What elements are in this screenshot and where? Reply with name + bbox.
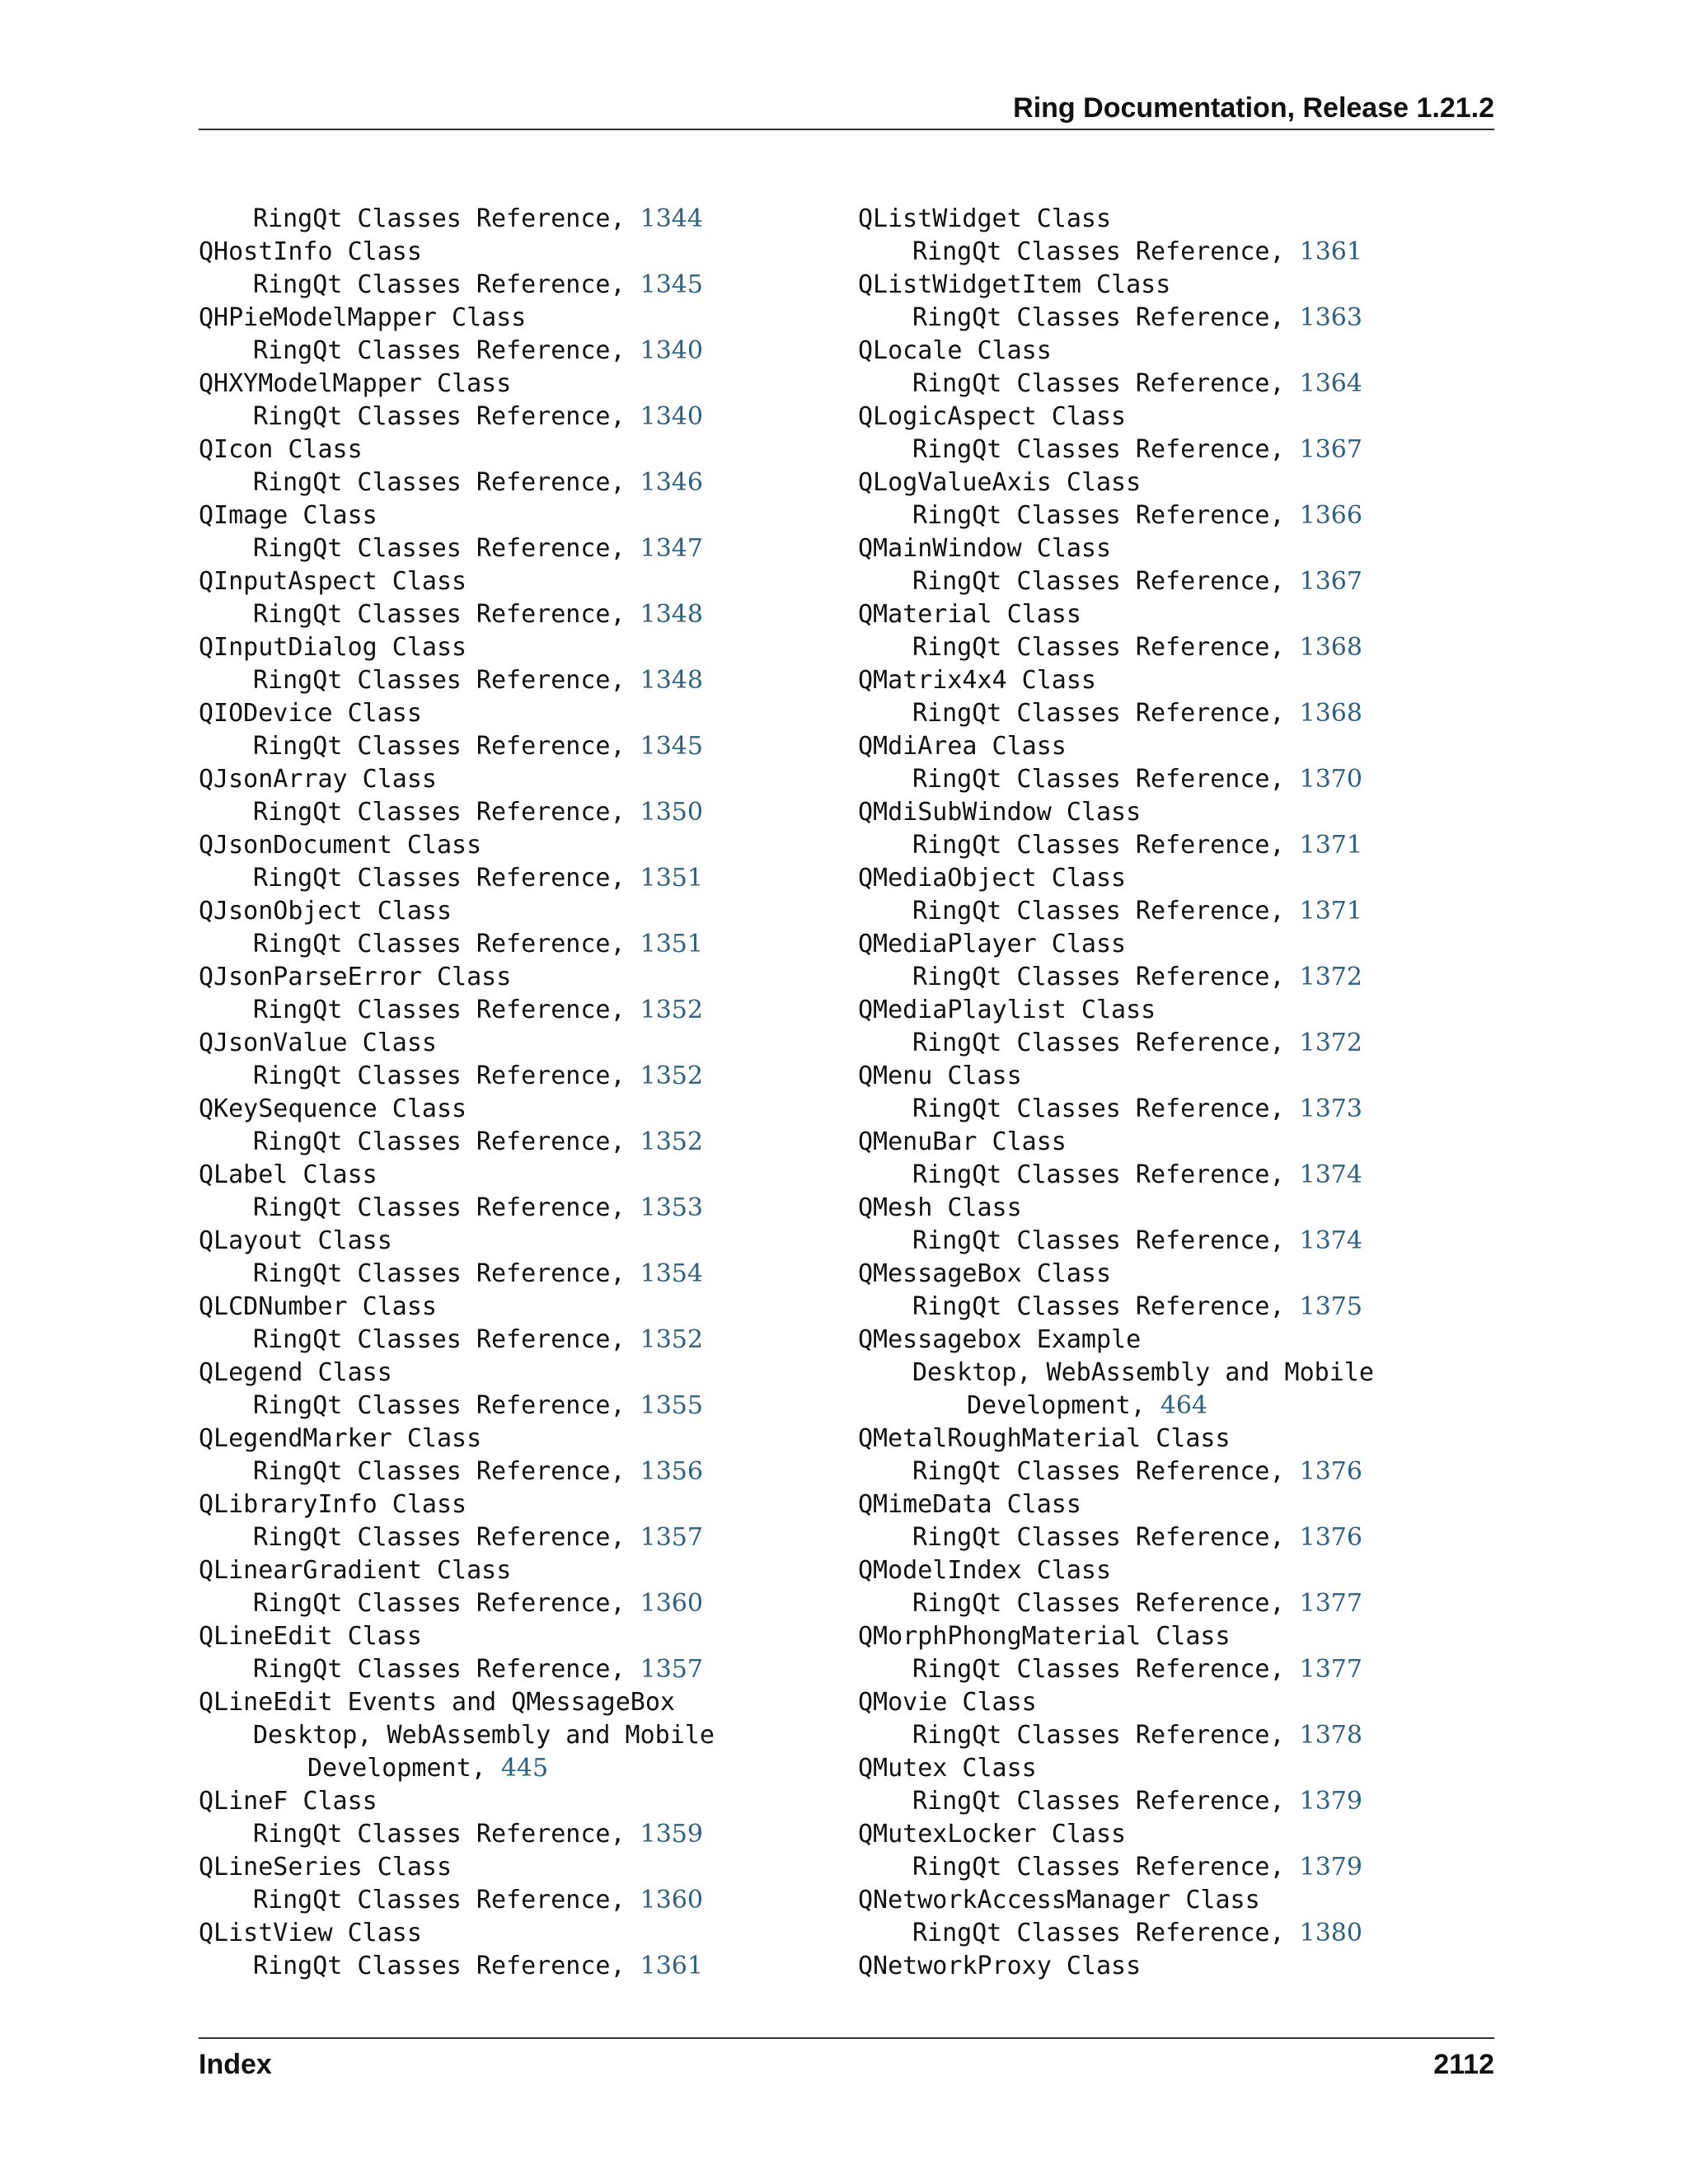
page-link[interactable]: 1373 bbox=[1299, 1094, 1362, 1123]
entry-text: QLayout Class bbox=[199, 1226, 392, 1255]
index-term bbox=[858, 928, 1484, 961]
index-subentry bbox=[199, 1719, 825, 1752]
page-link[interactable]: 1376 bbox=[1299, 1457, 1362, 1486]
entry-text: RingQt Classes Reference, bbox=[253, 1589, 640, 1618]
index-term bbox=[199, 565, 825, 598]
index-term bbox=[858, 532, 1484, 565]
entry-text: RingQt Classes Reference, bbox=[253, 204, 640, 233]
index-term bbox=[199, 1554, 825, 1587]
index-subentry bbox=[199, 1521, 825, 1554]
index-term bbox=[199, 368, 825, 401]
index-subentry bbox=[858, 1027, 1484, 1060]
page-link[interactable]: 1374 bbox=[1299, 1226, 1362, 1255]
page-link[interactable]: 1379 bbox=[1299, 1787, 1362, 1816]
entry-text: QKeySequence Class bbox=[199, 1094, 467, 1123]
index-term bbox=[199, 1620, 825, 1653]
index-subentry bbox=[858, 1225, 1484, 1258]
entry-text: Desktop, WebAssembly and Mobile bbox=[253, 1721, 715, 1750]
entry-text: RingQt Classes Reference, bbox=[253, 402, 640, 431]
index-subentry bbox=[199, 1653, 825, 1686]
index-subentry bbox=[858, 1653, 1484, 1686]
entry-text: RingQt Classes Reference, bbox=[912, 1721, 1300, 1750]
entry-text: QMdiSubWindow Class bbox=[858, 798, 1142, 827]
index-subentry bbox=[858, 1291, 1484, 1324]
index-subentry bbox=[858, 302, 1484, 335]
entry-text: RingQt Classes Reference, bbox=[912, 897, 1300, 926]
page-link[interactable]: 1357 bbox=[640, 1523, 703, 1552]
entry-text: Development, bbox=[967, 1391, 1160, 1420]
index-term bbox=[858, 466, 1484, 499]
index-subentry bbox=[858, 236, 1484, 269]
entry-text: QModelIndex Class bbox=[858, 1556, 1112, 1585]
entry-text: QJsonValue Class bbox=[199, 1029, 437, 1057]
entry-text: RingQt Classes Reference, bbox=[912, 1292, 1300, 1321]
page-link[interactable]: 1368 bbox=[1299, 633, 1362, 662]
entry-text: QMutexLocker Class bbox=[858, 1820, 1127, 1849]
entry-text: RingQt Classes Reference, bbox=[253, 1193, 640, 1222]
entry-text: RingQt Classes Reference, bbox=[912, 699, 1300, 728]
entry-text: Development, bbox=[307, 1754, 501, 1783]
footer-page-number: 2112 bbox=[1433, 2049, 1494, 2080]
entry-text: RingQt Classes Reference, bbox=[912, 1029, 1300, 1057]
index-term bbox=[858, 1818, 1484, 1851]
index-subentry bbox=[199, 335, 825, 368]
index-term bbox=[199, 1225, 825, 1258]
header-title: Ring Documentation, Release 1.21.2 bbox=[1013, 92, 1494, 124]
index-subentry bbox=[199, 1324, 825, 1357]
page-link[interactable]: 445 bbox=[500, 1754, 549, 1783]
entry-text: RingQt Classes Reference, bbox=[253, 1062, 640, 1090]
entry-text: QInputDialog Class bbox=[199, 633, 467, 662]
page-link[interactable]: 1372 bbox=[1299, 1029, 1362, 1057]
entry-text: QLogValueAxis Class bbox=[858, 468, 1142, 497]
page-link[interactable]: 1355 bbox=[640, 1391, 703, 1420]
entry-text: QLineF Class bbox=[199, 1787, 377, 1816]
entry-text: QMediaPlayer Class bbox=[858, 930, 1127, 958]
entry-text: RingQt Classes Reference, bbox=[912, 1160, 1300, 1189]
index-subentry bbox=[858, 829, 1484, 862]
entry-text: RingQt Classes Reference, bbox=[253, 732, 640, 761]
index-subentry bbox=[858, 1851, 1484, 1884]
index-subentry bbox=[199, 796, 825, 829]
footer-rule bbox=[199, 2037, 1494, 2039]
page-link[interactable]: 1371 bbox=[1299, 831, 1362, 860]
entry-text: QInputAspect Class bbox=[199, 567, 467, 596]
entry-text: QHPieModelMapper Class bbox=[199, 303, 527, 332]
index-term bbox=[858, 862, 1484, 895]
index-term bbox=[199, 763, 825, 796]
entry-text: QMessageBox Class bbox=[858, 1259, 1112, 1288]
entry-text: QImage Class bbox=[199, 501, 377, 530]
entry-text: RingQt Classes Reference, bbox=[912, 237, 1300, 266]
entry-text: RingQt Classes Reference, bbox=[253, 1259, 640, 1288]
entry-text: RingQt Classes Reference, bbox=[253, 270, 640, 299]
entry-text: QMatrix4x4 Class bbox=[858, 666, 1096, 695]
entry-text: QLineEdit Class bbox=[199, 1622, 422, 1651]
index-column-right bbox=[858, 203, 1484, 1983]
entry-text: QLineSeries Class bbox=[199, 1853, 452, 1882]
page-link[interactable]: 1345 bbox=[640, 270, 703, 299]
entry-text: QLocale Class bbox=[858, 336, 1052, 365]
entry-text: RingQt Classes Reference, bbox=[912, 1226, 1300, 1255]
entry-text: RingQt Classes Reference, bbox=[912, 1457, 1300, 1486]
entry-text: QMetalRoughMaterial Class bbox=[858, 1424, 1231, 1453]
page-link[interactable]: 1366 bbox=[1299, 501, 1362, 530]
entry-text: QMaterial Class bbox=[858, 600, 1081, 629]
page-link[interactable]: 1356 bbox=[640, 1457, 703, 1486]
index-term bbox=[858, 1884, 1484, 1917]
page-link[interactable]: 1351 bbox=[640, 930, 703, 958]
entry-text: RingQt Classes Reference, bbox=[253, 600, 640, 629]
index-term bbox=[858, 664, 1484, 697]
entry-text: QIODevice Class bbox=[199, 699, 422, 728]
entry-text: RingQt Classes Reference, bbox=[912, 435, 1300, 464]
page-link[interactable]: 1350 bbox=[640, 798, 703, 827]
entry-text: QMutex Class bbox=[858, 1754, 1037, 1783]
entry-text: QMovie Class bbox=[858, 1688, 1037, 1717]
page-link[interactable]: 1340 bbox=[640, 402, 703, 431]
index-term bbox=[858, 203, 1484, 236]
index-term bbox=[858, 1192, 1484, 1225]
entry-text: QHXYModelMapper Class bbox=[199, 369, 512, 398]
index-subentry bbox=[858, 434, 1484, 466]
index-term bbox=[858, 335, 1484, 368]
entry-text: QLegend Class bbox=[199, 1358, 392, 1387]
index-subentry bbox=[199, 1884, 825, 1917]
index-term bbox=[199, 1093, 825, 1126]
entry-text: QJsonDocument Class bbox=[199, 831, 482, 860]
index-term bbox=[858, 1060, 1484, 1093]
entry-text: RingQt Classes Reference, bbox=[912, 1589, 1300, 1618]
index-subentry bbox=[858, 1455, 1484, 1488]
entry-text: QListView Class bbox=[199, 1919, 422, 1947]
index-subentry bbox=[858, 697, 1484, 730]
page-link[interactable]: 1361 bbox=[640, 1952, 703, 1980]
index-term bbox=[858, 994, 1484, 1027]
index-term bbox=[858, 1488, 1484, 1521]
entry-text: RingQt Classes Reference, bbox=[253, 534, 640, 563]
page-link[interactable]: 1351 bbox=[640, 864, 703, 893]
page-link[interactable]: 1344 bbox=[640, 204, 703, 233]
index-subentry bbox=[858, 368, 1484, 401]
entry-text: RingQt Classes Reference, bbox=[912, 1523, 1300, 1552]
page-link[interactable]: 1346 bbox=[640, 468, 703, 497]
entry-text: QLogicAspect Class bbox=[858, 402, 1127, 431]
entry-text: RingQt Classes Reference, bbox=[912, 369, 1300, 398]
entry-text: RingQt Classes Reference, bbox=[253, 1886, 640, 1915]
index-subentry bbox=[858, 1521, 1484, 1554]
page-link[interactable]: 1370 bbox=[1299, 765, 1362, 794]
index-term bbox=[858, 1620, 1484, 1653]
index-term bbox=[199, 1291, 825, 1324]
page-link[interactable]: 1353 bbox=[640, 1193, 703, 1222]
page-link[interactable]: 1348 bbox=[640, 666, 703, 695]
entry-text: QNetworkProxy Class bbox=[858, 1952, 1142, 1980]
index-term bbox=[858, 1752, 1484, 1785]
page-link[interactable]: 1376 bbox=[1299, 1523, 1362, 1552]
index-term bbox=[858, 1422, 1484, 1455]
index-subentry bbox=[199, 1818, 825, 1851]
entry-text: RingQt Classes Reference, bbox=[253, 864, 640, 893]
index-subentry bbox=[858, 1917, 1484, 1950]
page-header bbox=[199, 87, 1494, 130]
entry-text: RingQt Classes Reference, bbox=[912, 1094, 1300, 1123]
entry-text: QMenu Class bbox=[858, 1062, 1022, 1090]
page-link[interactable]: 1380 bbox=[1299, 1919, 1362, 1947]
index-subentry bbox=[199, 598, 825, 631]
entry-text: RingQt Classes Reference, bbox=[912, 633, 1300, 662]
index-subentry bbox=[858, 1719, 1484, 1752]
entry-text: Desktop, WebAssembly and Mobile bbox=[912, 1358, 1374, 1387]
index-subentry bbox=[199, 532, 825, 565]
page-footer bbox=[199, 2037, 1494, 2087]
page-link[interactable]: 1378 bbox=[1299, 1721, 1362, 1750]
entry-text: QMorphPhongMaterial Class bbox=[858, 1622, 1231, 1651]
page-link[interactable]: 1352 bbox=[640, 1062, 703, 1090]
page-link[interactable]: 1375 bbox=[1299, 1292, 1362, 1321]
entry-text: RingQt Classes Reference, bbox=[253, 798, 640, 827]
index-term bbox=[858, 1554, 1484, 1587]
entry-text: QMediaPlaylist Class bbox=[858, 996, 1156, 1024]
index-term bbox=[858, 598, 1484, 631]
index-subentry bbox=[858, 565, 1484, 598]
index-subentry bbox=[199, 1258, 825, 1291]
index-subentry bbox=[858, 961, 1484, 994]
index-term bbox=[199, 697, 825, 730]
entry-text: RingQt Classes Reference, bbox=[912, 567, 1300, 596]
entry-text: QMessagebox Example bbox=[858, 1325, 1142, 1354]
index-term bbox=[199, 1159, 825, 1192]
entry-text: RingQt Classes Reference, bbox=[253, 1325, 640, 1354]
page-link[interactable]: 1347 bbox=[640, 534, 703, 563]
index-term bbox=[199, 961, 825, 994]
entry-text: RingQt Classes Reference, bbox=[912, 1655, 1300, 1684]
page-link[interactable]: 1374 bbox=[1299, 1160, 1362, 1189]
entry-text: QIcon Class bbox=[199, 435, 363, 464]
page-link[interactable]: 1359 bbox=[640, 1820, 703, 1849]
index-term bbox=[858, 1258, 1484, 1291]
entry-text: RingQt Classes Reference, bbox=[253, 1127, 640, 1156]
entry-text: QLineEdit Events and QMessageBox bbox=[199, 1688, 675, 1717]
index-subentry bbox=[858, 1785, 1484, 1818]
entry-text: RingQt Classes Reference, bbox=[253, 1655, 640, 1684]
index-term bbox=[199, 829, 825, 862]
entry-text: QLegendMarker Class bbox=[199, 1424, 482, 1453]
page-link[interactable]: 1368 bbox=[1299, 699, 1362, 728]
index-subentry bbox=[858, 631, 1484, 664]
entry-text: RingQt Classes Reference, bbox=[253, 1391, 640, 1420]
index-term bbox=[199, 1917, 825, 1950]
index-subentry bbox=[199, 1192, 825, 1225]
index-term bbox=[858, 1686, 1484, 1719]
index-term bbox=[858, 1950, 1484, 1983]
index-subentry bbox=[858, 1159, 1484, 1192]
entry-text: QListWidget Class bbox=[858, 204, 1112, 233]
page-link[interactable]: 1348 bbox=[640, 600, 703, 629]
page-link[interactable]: 1345 bbox=[640, 732, 703, 761]
footer-section: Index bbox=[199, 2049, 272, 2080]
page-link[interactable]: 1352 bbox=[640, 1127, 703, 1156]
index-subentry bbox=[199, 928, 825, 961]
index-subentry bbox=[199, 1455, 825, 1488]
index-subentry bbox=[199, 203, 825, 236]
index-term bbox=[199, 1785, 825, 1818]
entry-text: QMediaObject Class bbox=[858, 864, 1127, 893]
index-subentry bbox=[199, 664, 825, 697]
index-term bbox=[858, 1324, 1484, 1357]
page-link[interactable]: 1354 bbox=[640, 1259, 703, 1288]
page-link[interactable]: 464 bbox=[1160, 1391, 1208, 1420]
index-subentry bbox=[858, 763, 1484, 796]
entry-text: RingQt Classes Reference, bbox=[253, 468, 640, 497]
index-subentry bbox=[858, 1587, 1484, 1620]
index-subentry bbox=[199, 730, 825, 763]
entry-text: QListWidgetItem Class bbox=[858, 270, 1171, 299]
index-term bbox=[199, 499, 825, 532]
entry-text: QJsonArray Class bbox=[199, 765, 437, 794]
index-term bbox=[199, 236, 825, 269]
index-term bbox=[199, 1422, 825, 1455]
index-subentry bbox=[199, 1752, 825, 1785]
entry-text: RingQt Classes Reference, bbox=[912, 501, 1300, 530]
page-link[interactable]: 1363 bbox=[1299, 303, 1362, 332]
entry-text: QJsonObject Class bbox=[199, 897, 452, 926]
page-link[interactable]: 1372 bbox=[1299, 963, 1362, 991]
index-term bbox=[199, 631, 825, 664]
page-link[interactable]: 1377 bbox=[1299, 1589, 1362, 1618]
index-subentry bbox=[858, 1093, 1484, 1126]
index-term bbox=[199, 1027, 825, 1060]
page-link[interactable]: 1367 bbox=[1299, 435, 1362, 464]
index-term bbox=[199, 1488, 825, 1521]
entry-text: QLabel Class bbox=[199, 1160, 377, 1189]
index-subentry bbox=[199, 401, 825, 434]
entry-text: QMenuBar Class bbox=[858, 1127, 1067, 1156]
header-rule bbox=[199, 129, 1494, 130]
index-subentry bbox=[858, 1357, 1484, 1390]
entry-text: QMainWindow Class bbox=[858, 534, 1112, 563]
entry-text: QLinearGradient Class bbox=[199, 1556, 512, 1585]
index-term bbox=[858, 1126, 1484, 1159]
index-term bbox=[199, 434, 825, 466]
page-link[interactable]: 1360 bbox=[640, 1589, 703, 1618]
index-subentry bbox=[199, 862, 825, 895]
index-term bbox=[199, 1851, 825, 1884]
index-subentry bbox=[199, 1126, 825, 1159]
entry-text: RingQt Classes Reference, bbox=[253, 1952, 640, 1980]
index-term bbox=[199, 895, 825, 928]
page-link[interactable]: 1340 bbox=[640, 336, 703, 365]
index-term bbox=[199, 302, 825, 335]
index-term bbox=[858, 269, 1484, 302]
entry-text: RingQt Classes Reference, bbox=[912, 1787, 1300, 1816]
index-subentry bbox=[199, 1587, 825, 1620]
page-link[interactable]: 1364 bbox=[1299, 369, 1362, 398]
index-subentry bbox=[199, 994, 825, 1027]
index-term bbox=[199, 1357, 825, 1390]
page-link[interactable]: 1379 bbox=[1299, 1853, 1362, 1882]
entry-text: QMimeData Class bbox=[858, 1490, 1081, 1519]
page-link[interactable]: 1361 bbox=[1299, 237, 1362, 266]
index-subentry bbox=[199, 1390, 825, 1422]
entry-text: QLibraryInfo Class bbox=[199, 1490, 467, 1519]
index-subentry bbox=[199, 269, 825, 302]
page-link[interactable]: 1360 bbox=[640, 1886, 703, 1915]
index-term bbox=[858, 796, 1484, 829]
entry-text: RingQt Classes Reference, bbox=[912, 1919, 1300, 1947]
entry-text: QNetworkAccessManager Class bbox=[858, 1886, 1260, 1915]
index-column-left bbox=[199, 203, 825, 1983]
entry-text: QHostInfo Class bbox=[199, 237, 422, 266]
entry-text: RingQt Classes Reference, bbox=[253, 666, 640, 695]
page-link[interactable]: 1377 bbox=[1299, 1655, 1362, 1684]
page-link[interactable]: 1352 bbox=[640, 1325, 703, 1354]
entry-text: RingQt Classes Reference, bbox=[253, 1820, 640, 1849]
index-term bbox=[858, 730, 1484, 763]
entry-text: QLCDNumber Class bbox=[199, 1292, 437, 1321]
index-term bbox=[858, 401, 1484, 434]
page-link[interactable]: 1371 bbox=[1299, 897, 1362, 926]
entry-text: RingQt Classes Reference, bbox=[912, 765, 1300, 794]
page-link[interactable]: 1352 bbox=[640, 996, 703, 1024]
entry-text: RingQt Classes Reference, bbox=[253, 336, 640, 365]
entry-text: RingQt Classes Reference, bbox=[253, 1523, 640, 1552]
index-subentry bbox=[199, 466, 825, 499]
entry-text: RingQt Classes Reference, bbox=[912, 831, 1300, 860]
page-link[interactable]: 1367 bbox=[1299, 567, 1362, 596]
entry-text: QMesh Class bbox=[858, 1193, 1022, 1222]
index-subentry bbox=[858, 895, 1484, 928]
entry-text: RingQt Classes Reference, bbox=[253, 1457, 640, 1486]
entry-text: RingQt Classes Reference, bbox=[253, 996, 640, 1024]
entry-text: RingQt Classes Reference, bbox=[253, 930, 640, 958]
index-subentry bbox=[858, 1390, 1484, 1422]
entry-text: QMdiArea Class bbox=[858, 732, 1067, 761]
entry-text: QJsonParseError Class bbox=[199, 963, 512, 991]
index-subentry bbox=[858, 499, 1484, 532]
index-term bbox=[199, 1686, 825, 1719]
page-link[interactable]: 1357 bbox=[640, 1655, 703, 1684]
index-subentry bbox=[199, 1950, 825, 1983]
entry-text: RingQt Classes Reference, bbox=[912, 1853, 1300, 1882]
entry-text: RingQt Classes Reference, bbox=[912, 303, 1300, 332]
index-subentry bbox=[199, 1060, 825, 1093]
entry-text: RingQt Classes Reference, bbox=[912, 963, 1300, 991]
